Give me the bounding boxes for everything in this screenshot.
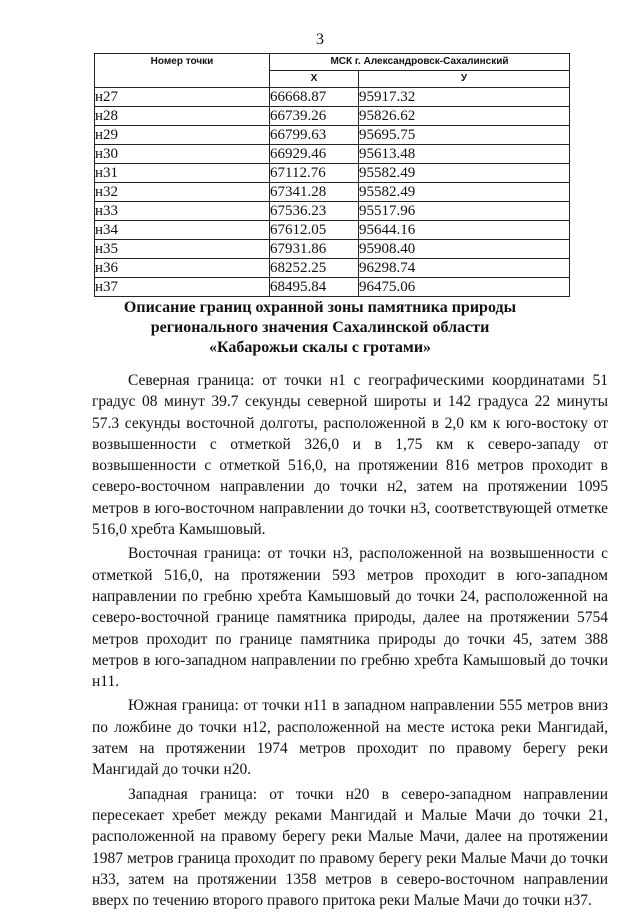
header-x: X [270, 71, 359, 88]
table-row [95, 88, 570, 107]
y-cell: 95582.49 [359, 183, 570, 202]
x-cell: 66799.63 [270, 126, 359, 145]
header-coordinate-system: МСК г. Александровск-Сахалинский [270, 54, 570, 71]
point-cell: н29 [95, 126, 270, 145]
x-cell: 67536.23 [270, 202, 359, 221]
y-cell: 95908.40 [359, 240, 570, 259]
y-cell: 95517.96 [359, 202, 570, 221]
north-boundary-paragraph: Северная граница: от точки н1 с географическими координатами 51 градус 08 минут 39.7 секунды северной широты и 142 градуса 22 минуты 57.3 секунды восточной долготы, расположенной в 2,0 км к юго-востоку от возвышенности с отметкой 326,0 и в 1,75 км к северо-западу от возвышенности с отметкой 516,0, на протяжении 816 метров проходит в северо-восточном направлении до точки н2, затем на протяжении 1095 метров в юго-восточном направлении до точки н3, соответствующей отметке 516,0 хребта Камышовый. [92, 372, 608, 539]
heading-line-2: регионального значения Сахалинской области [150, 319, 490, 336]
page-number: 3 [316, 31, 324, 48]
table-header-row [95, 54, 570, 71]
x-cell: 66739.26 [270, 107, 359, 126]
y-cell: 95613.48 [359, 145, 570, 164]
south-boundary-paragraph: Южная граница: от точки н11 в западном направлении 555 метров вниз по ложбине до точки н12, расположенной на месте истока реки Мангидай, затем на протяжении 1974 метров проходит по правому берегу реки Мангидай до точки н20. [92, 697, 608, 779]
point-cell: н28 [95, 107, 270, 126]
y-cell: 95917.32 [359, 88, 570, 107]
y-cell: 95695.75 [359, 126, 570, 145]
table-row [95, 221, 570, 240]
point-cell: н35 [95, 240, 270, 259]
section-heading [0, 298, 640, 358]
point-cell: н30 [95, 145, 270, 164]
heading-line-3: «Кабарожьи скалы с гротами» [208, 339, 432, 356]
x-cell: 67612.05 [270, 221, 359, 240]
point-cell: н31 [95, 164, 270, 183]
y-cell: 96475.06 [359, 278, 570, 297]
table-row [95, 278, 570, 297]
west-boundary-paragraph: Западная граница: от точки н20 в северо-западном направлении пересекает хребет между реками Мангидай и Малые Мачи до точки 21, расположенной на правому берегу реки Малые Мачи, далее на протяжении 1987 метров граница проходит по правому берегу реки Малые Мачи до точки н33, затем на протяжении 1358 метров в северо-восточном направлении вверх по течению второго правого притока реки Малые Мачи до точки н37. [92, 785, 608, 910]
y-cell: 95644.16 [359, 221, 570, 240]
point-cell: н37 [95, 278, 270, 297]
x-cell: 68495.84 [270, 278, 359, 297]
point-cell: н32 [95, 183, 270, 202]
table-row [95, 164, 570, 183]
y-cell: 96298.74 [359, 259, 570, 278]
table-row [95, 259, 570, 278]
point-cell: н33 [95, 202, 270, 221]
table-row [95, 202, 570, 221]
point-cell: н27 [95, 88, 270, 107]
x-cell: 66668.87 [270, 88, 359, 107]
east-boundary-paragraph: Восточная граница: от точки н3, расположенной на возвышенности с отметкой 516,0, на протяжении 593 метров проходит в юго-западном направлении по гребню хребта Камышовый до точки 24, расположенной на северо-восточной границе памятника природы, далее на протяжении 5754 метров проходит по границе памятника природы до точки 45, затем 388 метров в юго-западном направлении по гребню хребта Камышовый до точки н11. [92, 545, 608, 691]
header-y: У [359, 71, 570, 88]
x-cell: 67112.76 [270, 164, 359, 183]
header-point-number: Номер точки [95, 54, 270, 88]
table-row [95, 240, 570, 259]
table-body [95, 88, 570, 297]
table-row [95, 126, 570, 145]
x-cell: 66929.46 [270, 145, 359, 164]
heading-line-1: Описание границ охранной зоны памятника природы [123, 299, 517, 316]
x-cell: 67341.28 [270, 183, 359, 202]
y-cell: 95582.49 [359, 164, 570, 183]
point-cell: н36 [95, 259, 270, 278]
y-cell: 95826.62 [359, 107, 570, 126]
boundary-description [92, 370, 608, 914]
coordinates-table [94, 53, 570, 297]
point-cell: н34 [95, 221, 270, 240]
x-cell: 68252.25 [270, 259, 359, 278]
table-row [95, 145, 570, 164]
table-row [95, 183, 570, 202]
x-cell: 67931.86 [270, 240, 359, 259]
table-row [95, 107, 570, 126]
